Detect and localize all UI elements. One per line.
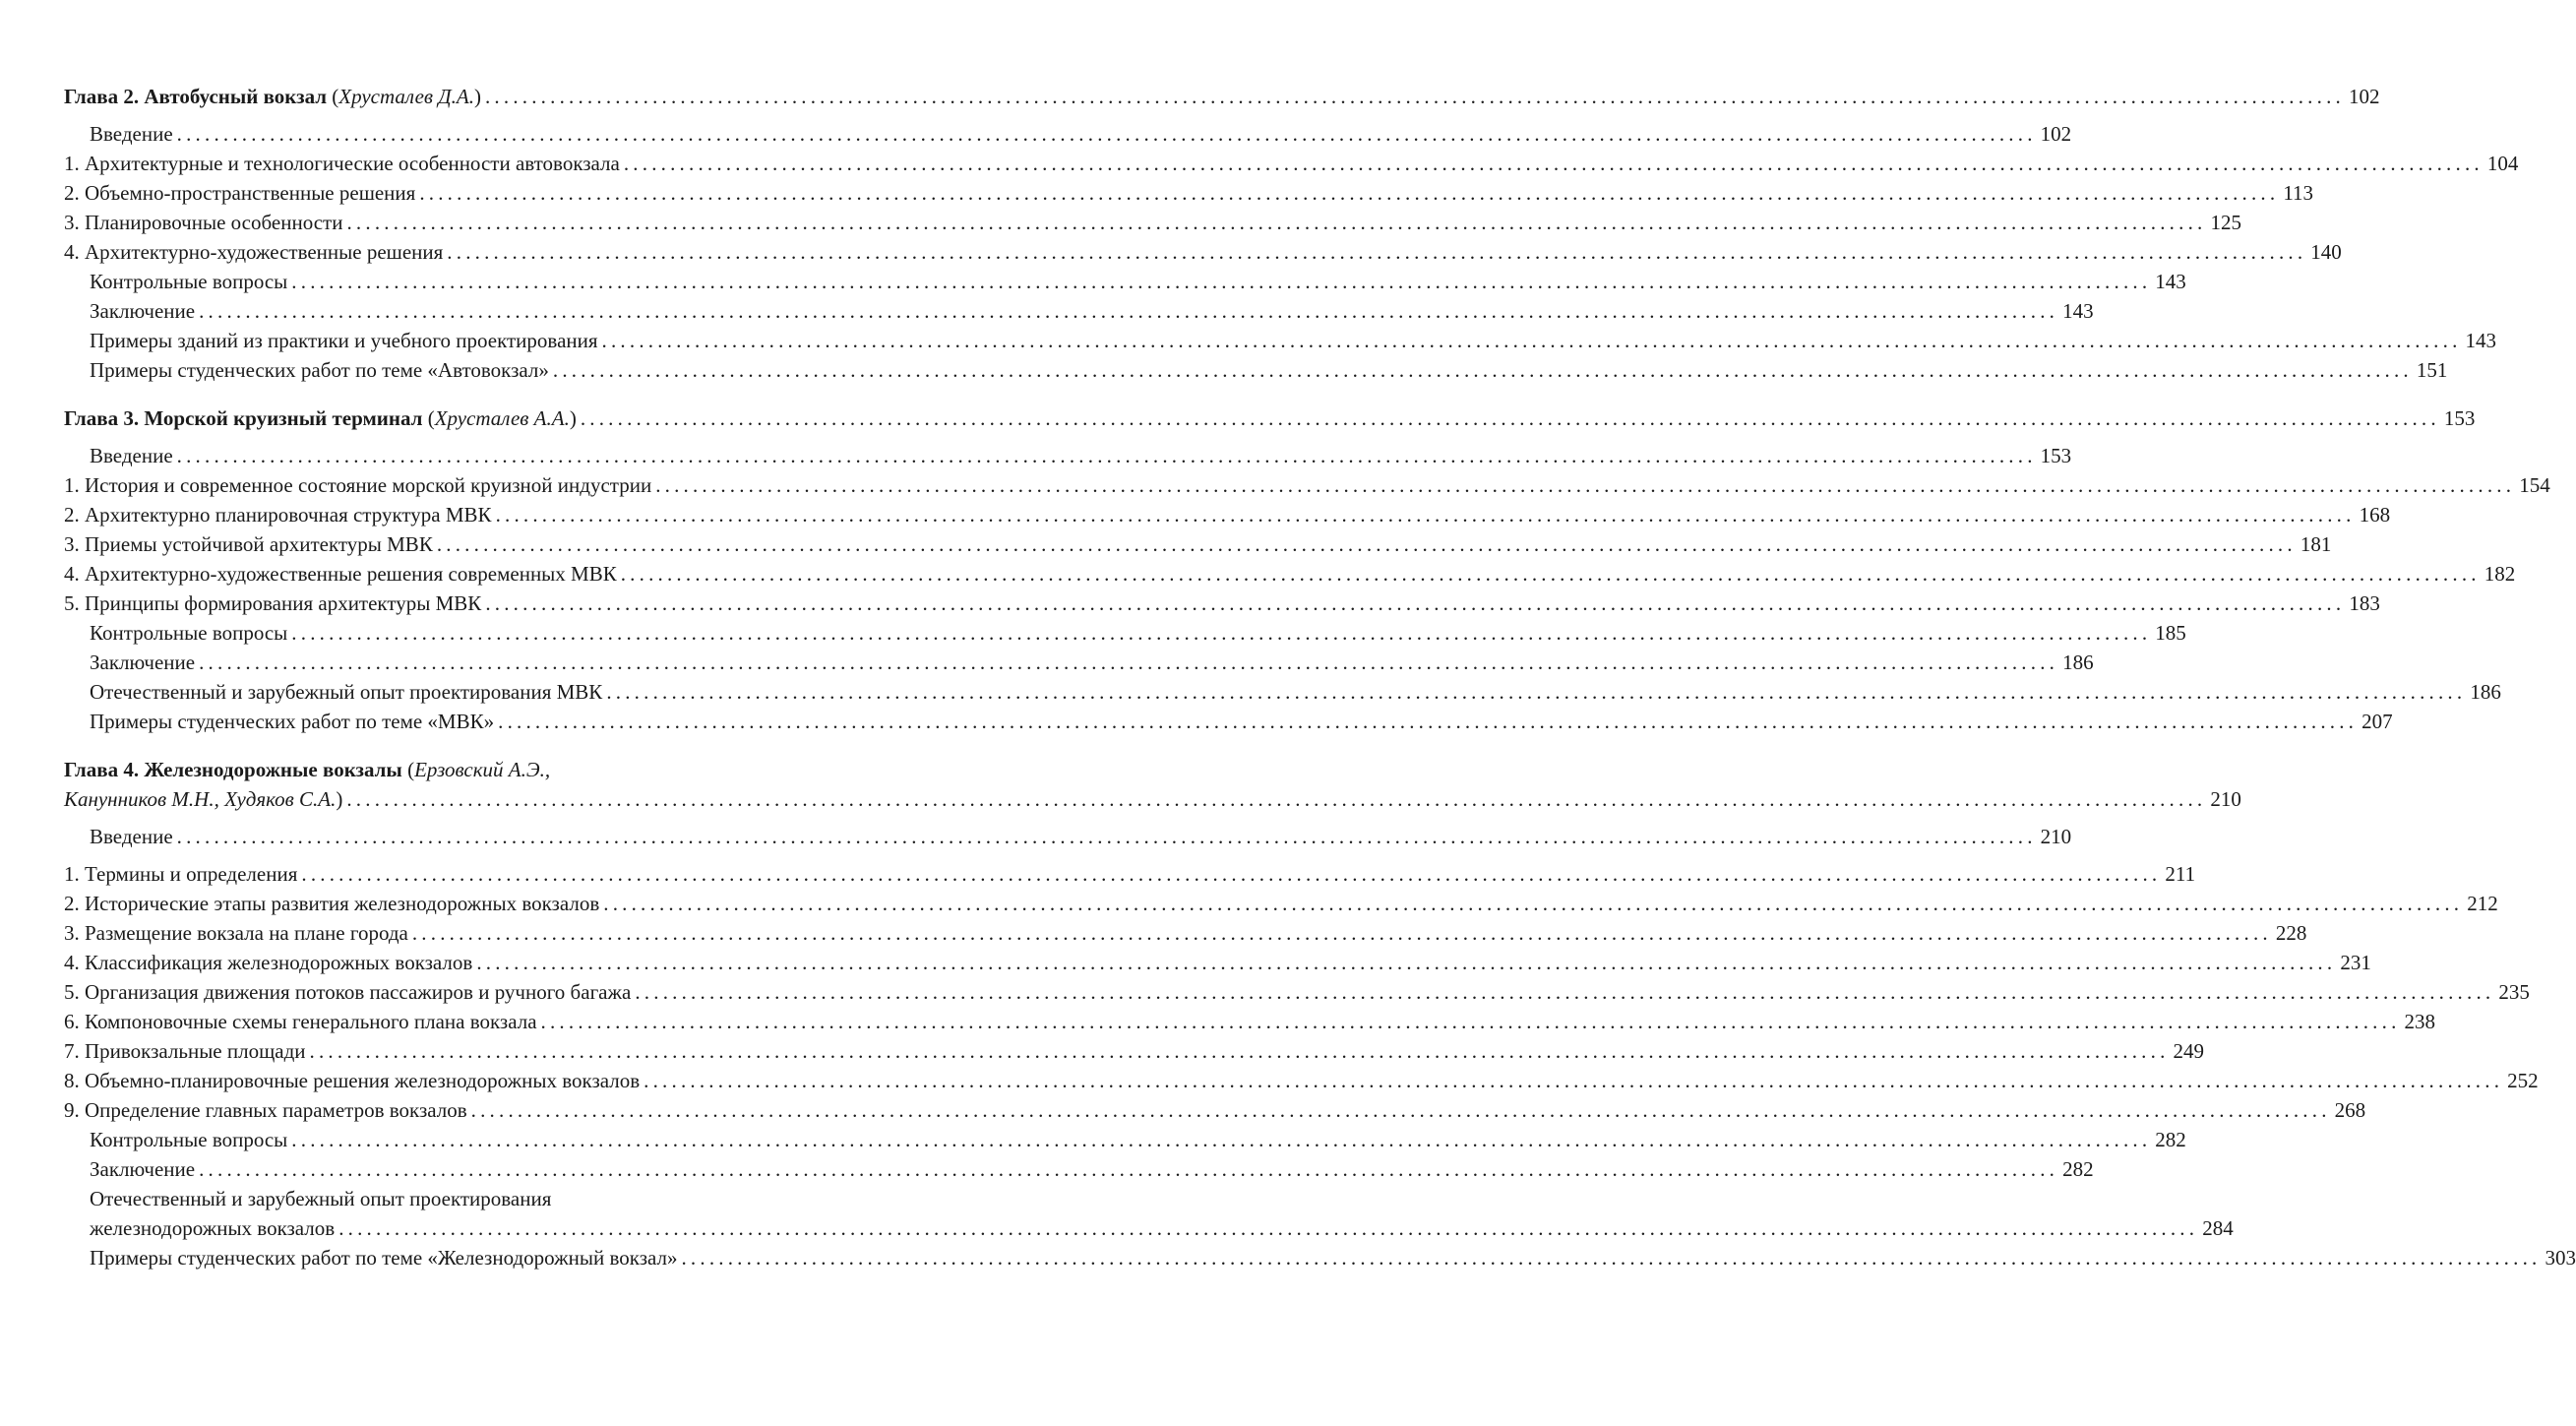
- page-number: 235: [2498, 980, 2530, 1004]
- page-number: 153: [2040, 444, 2072, 467]
- leader-dots: ........................................................................................................................................................................................................: [199, 299, 2059, 323]
- entry-text: 6. Компоновочные схемы генерального плана вокзала: [64, 1010, 537, 1033]
- toc-entry: [64, 267, 2186, 296]
- toc-entry: [64, 119, 2072, 149]
- leader-dots: ........................................................................................................................................................................................................: [644, 1069, 2504, 1092]
- page-number: 252: [2507, 1069, 2539, 1092]
- page-number: 113: [2283, 181, 2314, 205]
- toc-entry: [64, 677, 2501, 707]
- entry-text: Заключение: [90, 651, 196, 674]
- entry-text: 3. Приемы устойчивой архитектуры МВК: [64, 532, 433, 556]
- page-number: 268: [2334, 1098, 2366, 1122]
- page-number: 168: [2359, 503, 2391, 527]
- entry-text: 5. Организация движения потоков пассажиров и ручного багажа: [64, 980, 632, 1004]
- entry-text: Заключение: [90, 299, 196, 323]
- leader-dots: ........................................................................................................................................................................................................: [447, 240, 2307, 264]
- leader-dots: ........................................................................................................................................................................................................: [495, 503, 2356, 527]
- leader-dots: ........................................................................................................................................................................................................: [623, 152, 2484, 175]
- toc-entry: [64, 470, 2550, 500]
- toc-entry: [64, 918, 2307, 948]
- chapter-entries: [64, 441, 2550, 736]
- entry-text: Контрольные вопросы: [90, 621, 288, 645]
- toc-entry: [64, 977, 2530, 1007]
- page-number: 210: [2040, 825, 2072, 848]
- leader-dots: ........................................................................................................................................................................................................: [309, 1039, 2170, 1063]
- toc-entry: [64, 208, 2241, 237]
- toc-entry: [64, 149, 2519, 178]
- page-number: 154: [2519, 473, 2550, 497]
- toc-entry: [64, 529, 2332, 559]
- entry-text: 4. Архитектурно-художественные решения современных МВК: [64, 562, 617, 586]
- chapter-heading: Глава 4. Железнодорожные вокзалы (Ерзовский А.Э.,: [64, 758, 551, 781]
- chapter-title: Глава 4. Железнодорожные вокзалы: [64, 758, 402, 781]
- toc-entry: [64, 948, 2371, 977]
- page-number: 211: [2165, 862, 2196, 886]
- page-number: 303: [2545, 1246, 2576, 1270]
- entry-text: Отечественный и зарубежный опыт проектирования: [90, 1187, 552, 1210]
- table-of-contents: [64, 82, 2576, 1272]
- toc-entry: [64, 1066, 2539, 1095]
- leader-dots: ........................................................................................................................................................................................................: [291, 621, 2152, 645]
- entry-text: 4. Архитектурно-художественные решения: [64, 240, 444, 264]
- leader-dots: ........................................................................................................................................................................................................: [580, 406, 2440, 430]
- toc-entry: [64, 1007, 2436, 1036]
- leader-dots: ........................................................................................................................................................................................................: [419, 181, 2280, 205]
- toc-entry: [64, 559, 2516, 589]
- page-number: 151: [2416, 358, 2448, 382]
- leader-dots: ........................................................................................................................................................................................................: [484, 85, 2345, 108]
- page-number: 143: [2062, 299, 2094, 323]
- toc-entry: [64, 1036, 2205, 1066]
- toc-entry: [64, 178, 2314, 208]
- toc-entry: [64, 1154, 2094, 1184]
- entry-text: железнодорожных вокзалов: [90, 1216, 336, 1240]
- leader-dots: ........................................................................................................................................................................................................: [346, 787, 2207, 811]
- page-number: 182: [2484, 562, 2516, 586]
- entry-text: Введение: [90, 122, 173, 146]
- entry-text: 7. Привокзальные площади: [64, 1039, 306, 1063]
- chapter-author: Хрусталев А.А.: [434, 406, 570, 430]
- page-number: 185: [2155, 621, 2186, 645]
- entry-text: 3. Размещение вокзала на плане города: [64, 921, 408, 945]
- page-number: 102: [2348, 85, 2380, 108]
- page-number: 140: [2310, 240, 2342, 264]
- entry-text: Введение: [90, 444, 173, 467]
- entry-text: Примеры студенческих работ по теме «МВК»: [90, 710, 495, 733]
- entry-text: 4. Классификация железнодорожных вокзалов: [64, 951, 473, 974]
- chapter-heading: Глава 2. Автобусный вокзал (Хрусталев Д.А.) ........................................................................................................................................................................................................ 102: [64, 82, 881, 111]
- entry-text: Примеры студенческих работ по теме «Железнодорожный вокзал»: [90, 1246, 678, 1270]
- entry-text: 9. Определение главных параметров вокзалов: [64, 1098, 467, 1122]
- page-number: 125: [2210, 211, 2241, 234]
- leader-dots: ........................................................................................................................................................................................................: [655, 473, 2516, 497]
- leader-dots: ........................................................................................................................................................................................................: [199, 651, 2059, 674]
- leader-dots: ........................................................................................................................................................................................................: [620, 562, 2481, 586]
- page-number: 153: [2443, 406, 2476, 430]
- toc-entry: [64, 355, 2448, 385]
- toc-entry: [64, 589, 2380, 618]
- page-number: 249: [2173, 1039, 2205, 1063]
- entry-text: Контрольные вопросы: [90, 1128, 288, 1151]
- leader-dots: ........................................................................................................................................................................................................: [176, 444, 2037, 467]
- toc-entry: [64, 1243, 2576, 1272]
- page-number: 212: [2467, 892, 2498, 915]
- entry-text: Контрольные вопросы: [90, 270, 288, 293]
- page-number: 284: [2202, 1216, 2234, 1240]
- leader-dots: ........................................................................................................................................................................................................: [606, 680, 2467, 704]
- chapter-heading: Глава 3. Морской круизный терминал (Хрусталев А.А.) ........................................................................................................................................................................................................ 153: [64, 403, 881, 433]
- entry-text: Заключение: [90, 1157, 196, 1181]
- chapter-author: Канунников М.Н., Худяков С.А.: [64, 787, 337, 811]
- toc-entry: [64, 822, 2072, 851]
- leader-dots: ........................................................................................................................................................................................................: [485, 591, 2346, 615]
- toc-entry: [64, 1213, 2234, 1243]
- toc-entry: [64, 1184, 881, 1213]
- page-number: 282: [2155, 1128, 2186, 1151]
- entry-text: 3. Планировочные особенности: [64, 211, 343, 234]
- toc-entry: [64, 648, 2094, 677]
- leader-dots: ........................................................................................................................................................................................................: [176, 825, 2037, 848]
- page-number: 228: [2275, 921, 2307, 945]
- page-number: 207: [2361, 710, 2393, 733]
- toc-entry: [64, 1125, 2186, 1154]
- page-number: 102: [2040, 122, 2072, 146]
- leader-dots: ........................................................................................................................................................................................................: [603, 892, 2464, 915]
- toc-entry: [64, 237, 2342, 267]
- entry-text: Примеры студенческих работ по теме «Автовокзал»: [90, 358, 549, 382]
- leader-dots: ........................................................................................................................................................................................................: [681, 1246, 2542, 1270]
- page-number: 143: [2155, 270, 2186, 293]
- page-number: 181: [2300, 532, 2332, 556]
- toc-entry: [64, 441, 2072, 470]
- page-number: 143: [2465, 329, 2497, 352]
- leader-dots: ........................................................................................................................................................................................................: [411, 921, 2272, 945]
- chapter-author: Ерзовский А.Э.,: [414, 758, 551, 781]
- leader-dots: ........................................................................................................................................................................................................: [346, 211, 2207, 234]
- chapter-title: Глава 3. Морской круизный терминал: [64, 406, 423, 430]
- entry-text: 5. Принципы формирования архитектуры МВК: [64, 591, 482, 615]
- toc-entry: [64, 889, 2498, 918]
- entry-text: Отечественный и зарубежный опыт проектирования МВК: [90, 680, 603, 704]
- leader-dots: ........................................................................................................................................................................................................: [338, 1216, 2199, 1240]
- page-number: 186: [2470, 680, 2501, 704]
- entry-text: 8. Объемно-планировочные решения железнодорожных вокзалов: [64, 1069, 641, 1092]
- page-number: 104: [2486, 152, 2519, 175]
- page-number: 183: [2349, 591, 2380, 615]
- leader-dots: ........................................................................................................................................................................................................: [436, 532, 2297, 556]
- leader-dots: ........................................................................................................................................................................................................: [176, 122, 2037, 146]
- entry-text: 1. Термины и определения: [64, 862, 298, 886]
- toc-entry: [64, 707, 2393, 736]
- toc-entry: [64, 859, 2196, 889]
- entry-text: Введение: [90, 825, 173, 848]
- leader-dots: ........................................................................................................................................................................................................: [291, 1128, 2152, 1151]
- leader-dots: ........................................................................................................................................................................................................: [552, 358, 2413, 382]
- entry-text: 2. Архитектурно планировочная структура МВК: [64, 503, 492, 527]
- leader-dots: ........................................................................................................................................................................................................: [470, 1098, 2331, 1122]
- leader-dots: ........................................................................................................................................................................................................: [476, 951, 2337, 974]
- leader-dots: ........................................................................................................................................................................................................: [199, 1157, 2059, 1181]
- leader-dots: ........................................................................................................................................................................................................: [301, 862, 2162, 886]
- leader-dots: ........................................................................................................................................................................................................: [635, 980, 2495, 1004]
- leader-dots: ........................................................................................................................................................................................................: [498, 710, 2359, 733]
- page-number: 186: [2062, 651, 2094, 674]
- page-number: 231: [2340, 951, 2371, 974]
- page-number: 238: [2404, 1010, 2436, 1033]
- entry-text: 1. История и современное состояние морской круизной индустрии: [64, 473, 652, 497]
- chapter-title: Глава 2. Автобусный вокзал: [64, 85, 328, 108]
- leader-dots: ........................................................................................................................................................................................................: [540, 1010, 2401, 1033]
- toc-entry: [64, 1095, 2366, 1125]
- chapter-author: Хрусталев Д.А.: [338, 85, 474, 108]
- chapter-heading-continued: Канунников М.Н., Худяков С.А.) ........................................................................................................................................................................................................ 210: [64, 784, 881, 814]
- toc-entry: [64, 296, 2094, 326]
- page-number: 210: [2210, 787, 2241, 811]
- chapter-entries: [64, 119, 2519, 385]
- toc-entry: [64, 500, 2391, 529]
- page-number: 282: [2062, 1157, 2094, 1181]
- chapter-entries: [64, 859, 2539, 1184]
- leader-dots: ........................................................................................................................................................................................................: [601, 329, 2462, 352]
- entry-text: 1. Архитектурные и технологические особенности автовокзала: [64, 152, 620, 175]
- entry-text: 2. Объемно-пространственные решения: [64, 181, 416, 205]
- toc-entry: [64, 326, 2497, 355]
- entry-text: Примеры зданий из практики и учебного проектирования: [90, 329, 598, 352]
- leader-dots: ........................................................................................................................................................................................................: [291, 270, 2152, 293]
- entry-text: 2. Исторические этапы развития железнодорожных вокзалов: [64, 892, 600, 915]
- toc-entry: [64, 618, 2186, 648]
